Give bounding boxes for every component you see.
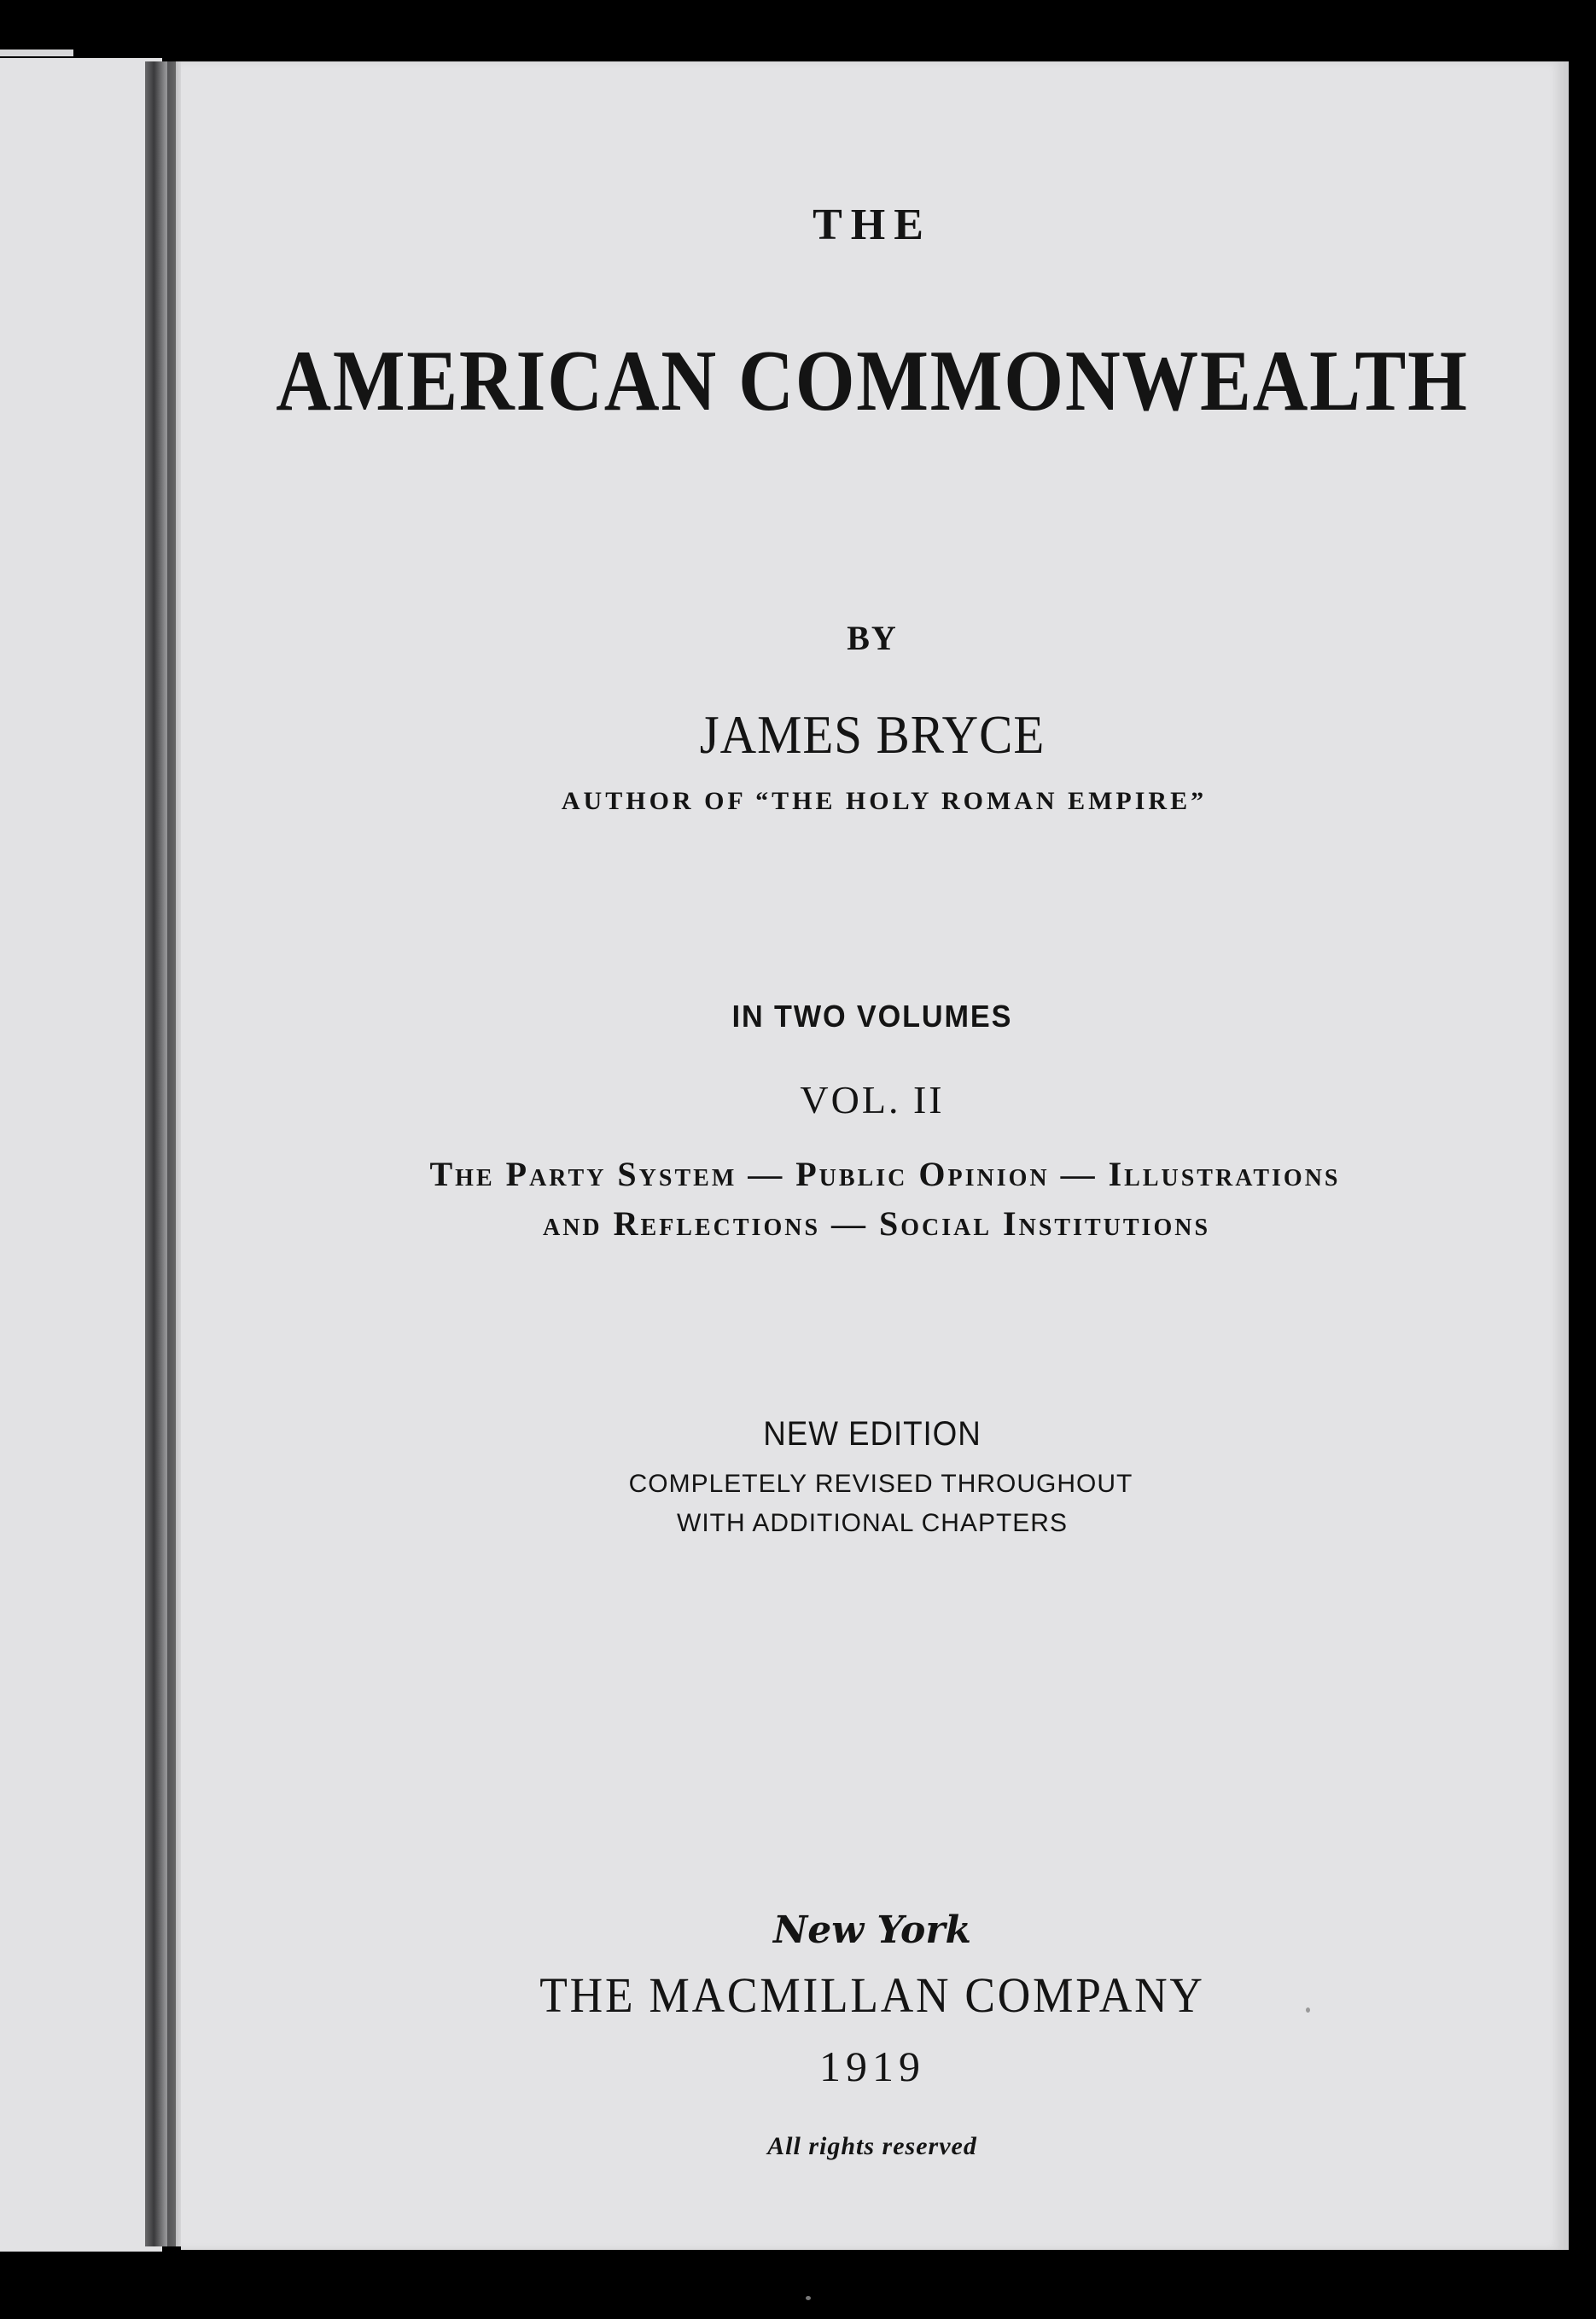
by-line: BY — [847, 619, 898, 657]
volume-contents-line-2: and Reflections — Social Institutions — [542, 1204, 1211, 1243]
edition-note-2: WITH ADDITIONAL CHAPTERS — [677, 1509, 1068, 1537]
author-name: JAMES BRYCE — [699, 704, 1046, 765]
book-title: AMERICAN COMMONWEALTH — [276, 333, 1469, 429]
volumes-note: IN TWO VOLUMES — [731, 999, 1013, 1034]
title-article: THE — [813, 201, 932, 249]
rights-notice: All rights reserved — [767, 2132, 977, 2160]
edition-heading: NEW EDITION — [763, 1415, 981, 1453]
scan-speck — [806, 2296, 811, 2300]
title-page — [181, 61, 1564, 2250]
publisher-name: THE MACMILLAN COMPANY — [539, 1967, 1205, 2023]
paper-speck — [1306, 2007, 1310, 2013]
volume-number: VOL. II — [800, 1078, 945, 1122]
page-edge — [1564, 61, 1569, 2250]
author-credentials: AUTHOR OF “THE HOLY ROMAN EMPIRE” — [561, 787, 1208, 815]
facing-page — [0, 58, 162, 2252]
gutter-shadow — [167, 61, 176, 2246]
publication-year: 1919 — [819, 2042, 925, 2090]
publication-place: New York — [772, 1908, 971, 1952]
facing-page-edge — [0, 50, 73, 56]
volume-contents-line-1: The Party System — Public Opinion — Illustrations — [429, 1155, 1341, 1193]
edition-note-1: COMPLETELY REVISED THROUGHOUT — [628, 1470, 1133, 1498]
